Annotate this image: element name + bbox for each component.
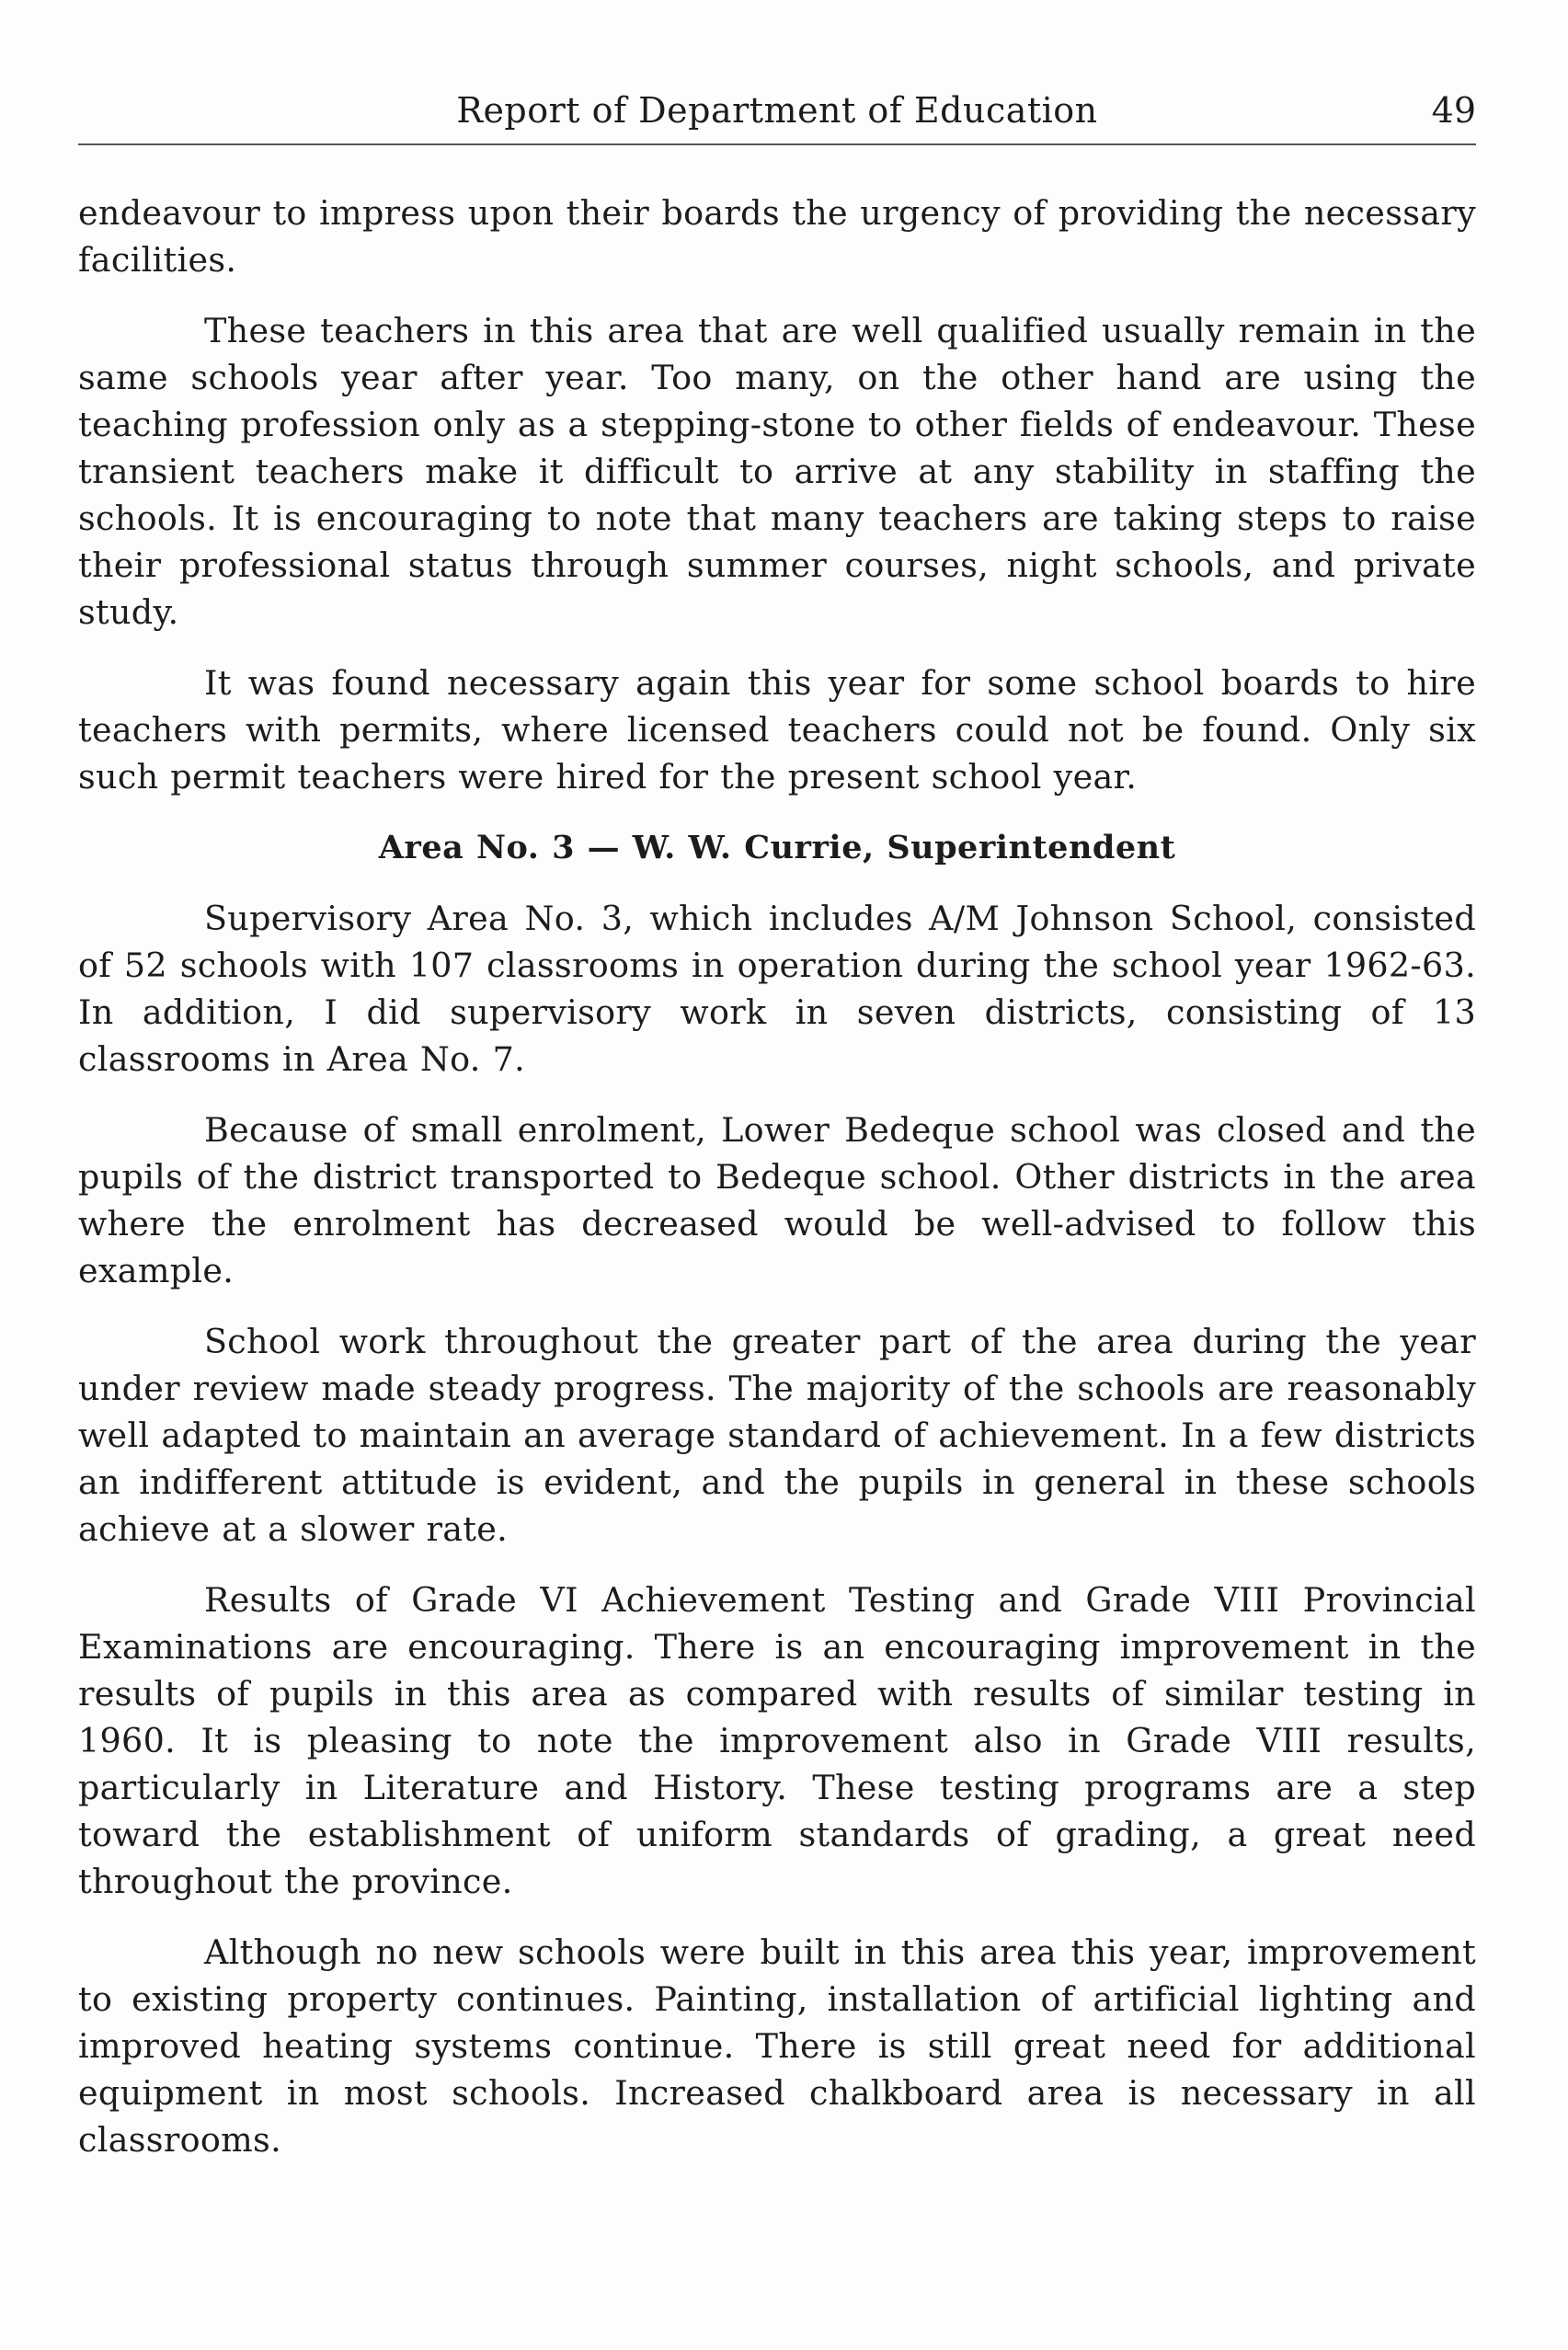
- paragraph-permit-teachers: It was found necessary again this year for some school boards to hire teachers with permits, where licensed teachers could not be found. Only six such permit teachers were hired for the present school year.: [78, 663, 1476, 797]
- section-heading-area-3: Area No. 3 — W. W. Currie, Superintendent: [378, 829, 1176, 866]
- running-header: [78, 85, 1476, 145]
- running-title: Report of Department of Education: [456, 90, 1098, 131]
- paragraph-property-improvement: Although no new schools were built in this area this year, improvement to existing property continues. Painting, installation of artificial lighting and improved heating systems continue. There is still great need for additional equipment in most schools. Increased chalkboard area is necessary in all classrooms.: [78, 1932, 1476, 2160]
- document-page: [78, 85, 1476, 2187]
- page-number: 49: [1431, 90, 1476, 131]
- paragraph-testing-results: Results of Grade VI Achievement Testing and Grade VIII Provincial Examinations are encouraging. There is an encouraging improvement in the results of pupils in this area as compared with results of similar testing in 1960. It is pleasing to note the improvement also in Grade VIII results, particularly in Literature and History. These testing programs are a step toward the establishment of uniform standards of grading, a great need throughout the province.: [78, 1580, 1476, 1901]
- paragraph-continuation: endeavour to impress upon their boards the urgency of providing the necessary facilities.: [78, 193, 1476, 280]
- paragraph-small-enrolment: Because of small enrolment, Lower Bedeque school was closed and the pupils of the district transported to Bedeque school. Other districts in the area where the enrolment has decreased would be well-advised to follow this example.: [78, 1110, 1476, 1290]
- body-text: [78, 189, 1476, 2163]
- paragraph-supervisory-area: Supervisory Area No. 3, which includes A/M Johnson School, consisted of 52 schools with 107 classrooms in operation during the school year 1962-63. In addition, I did supervisory work in seven districts, consisting of 13 classrooms in Area No. 7.: [78, 899, 1476, 1079]
- paragraph-school-work: School work throughout the greater part of the area during the year under review made steady progress. The majority of the schools are reasonably well adapted to maintain an average standard of achievement. In a few districts an indifferent attitude is evident, and the pupils in general in these schools achieve at a slower rate.: [78, 1322, 1476, 1549]
- paragraph-teachers-qualified: These teachers in this area that are well qualified usually remain in the same schools year after year. Too many, on the other hand are using the teaching profession only as a stepping-stone to other fields of endeavour. These transient teachers make it difficult to arrive at any stability in staffing the schools. It is encouraging to note that many teachers are taking steps to raise their professional status through summer courses, night schools, and private study.: [78, 311, 1476, 632]
